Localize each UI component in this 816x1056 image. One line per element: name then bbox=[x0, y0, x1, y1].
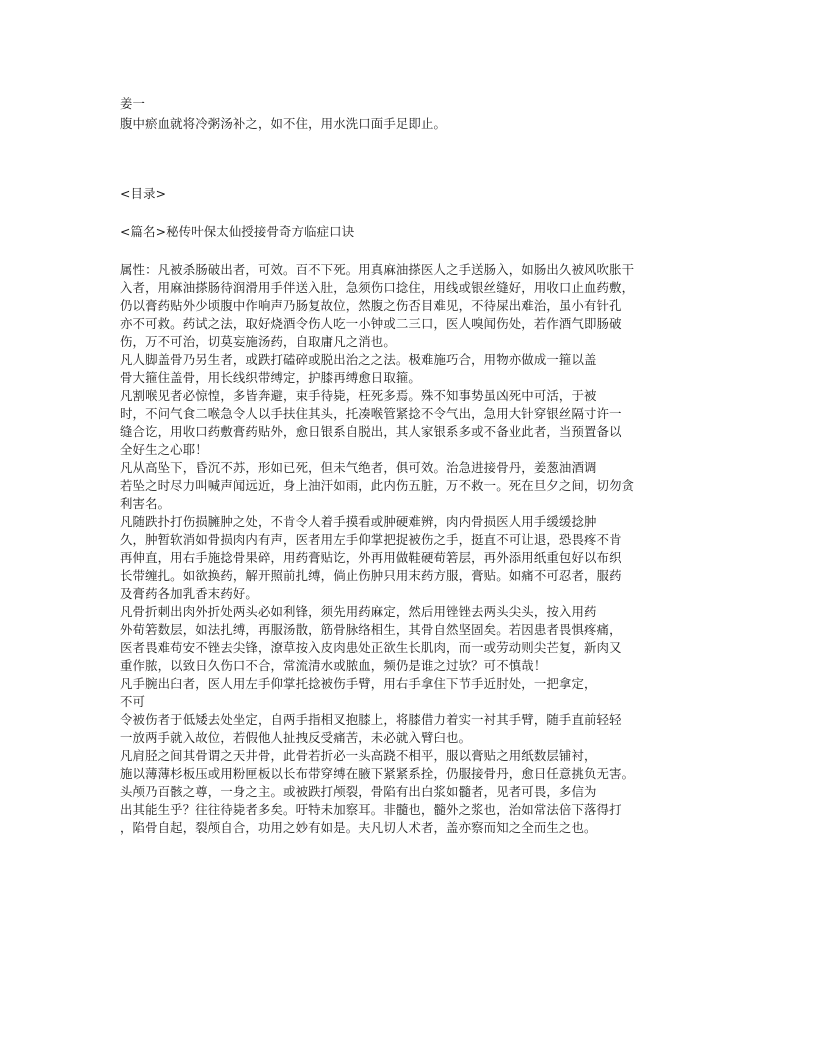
text-line: 伤，万不可治，切莫妄施汤药，自取庸凡之消也。 bbox=[120, 334, 396, 349]
text-line: 利害名。 bbox=[120, 496, 171, 511]
text-line: 医者畏难苟安不锉去尖锋，潦草按入皮肉患处正欲生长肌肉，而一或劳动则尖芒复，新肉又 bbox=[120, 640, 622, 655]
text-line: 属性：凡被杀肠破出者，可效。百不下死。用真麻油搽医人之手送肠入，如肠出久被风吹胀干 bbox=[120, 262, 635, 277]
text-line: 凡骨折刺出肉外折处两头必如利锋，须先用药麻定，然后用锉锉去两头尖头，按入用药 bbox=[120, 604, 597, 619]
text-line: 骨大箍住盖骨，用长线织带缚定，护膝再缚愈日取箍。 bbox=[120, 370, 421, 385]
text-line: 再伸直，用右手施捻骨果碎，用药膏贴讫，外再用做鞋硬荀箬层，再外添用纸重包好以布织 bbox=[120, 550, 622, 565]
text-line: 腹中瘀血就将冷粥汤补之，如不住，用水洗口面手足即止。 bbox=[120, 116, 447, 131]
text-line: 头颅乃百骸之尊，一身之主。或被跌打颅裂，骨陷有出白浆如髓者，见者可畏，多信为 bbox=[120, 784, 597, 799]
text-line: 出其能生乎？往往待毙者多矣。吁特未加察耳。非髓也，髓外之浆也，治如常法倍下落得打 bbox=[120, 802, 622, 817]
text-line: 久，肿暂软消如骨损肉内有声，医者用左手仰掌把捉被伤之手，挺直不可让退，恐畏疼不肯 bbox=[120, 532, 622, 547]
chapter-title: <篇名>秘传叶保太仙授接骨奇方临症口诀 bbox=[120, 224, 355, 239]
text-line: 仍以膏药贴外少顷腹中作响声乃肠复故位，然腹之伤否目难见，不待屎出难治，虽小有针孔 bbox=[120, 298, 622, 313]
text-line: 重作脓，以致日久伤口不合，常流清水或脓血，频仍是谁之过欤？可不慎哉！ bbox=[120, 658, 547, 673]
text-line: 令被伤者于低矮去处坐定，自两手指相叉抱膝上，将膝借力着实一衬其手臂，随手直前轻轻 bbox=[120, 712, 622, 727]
text-line: 施以薄薄杉板压或用粉匣板以长布带穿缚在腋下紧紧系拴，仍服接骨丹，愈日任意挑负无害。 bbox=[120, 766, 635, 781]
text-line: 凡随跌扑打伤损臃肿之处，不肯令人着手摸看或肿硬难辨，肉内骨损医人用手缓缓捻肿 bbox=[120, 514, 597, 529]
text-line: 凡手腕出臼者，医人用左手仰掌托捻被伤手臂，用右手拿住下节手近肘处，一把拿定， bbox=[120, 676, 597, 691]
text-line: 若坠之时尽力叫喊声闻远近，身上油汗如雨，此内伤五脏，万不救一。死在旦夕之间，切勿贪 bbox=[120, 478, 635, 493]
text-line: 外荀箬数层，如法扎缚，再服汤散，筋骨脉络相生，其骨自然坚固矣。若因患者畏惧疼痛， bbox=[120, 622, 622, 637]
text-line: 凡肩胫之间其骨谓之天井骨，此骨若折必一头高跷不相平，服以膏贴之用纸数层铺衬， bbox=[120, 748, 597, 763]
text-line: 姜一 bbox=[120, 96, 146, 111]
text-line: 亦不可救。药试之法，取好烧酒令伤人吃一小钟或二三口，医人嗅闻伤处，若作酒气即肠破 bbox=[120, 316, 622, 331]
text-line: 不可 bbox=[120, 694, 146, 709]
text-line: 凡割喉见者必惊惶，多皆奔避，束手待毙，枉死多焉。殊不知事势虽凶死中可活，于被 bbox=[120, 388, 597, 403]
text-line: 入者，用麻油搽肠待润滑用手伴送入肚，急须伤口捻住，用线或银丝缝好，用收口止血药敷， bbox=[120, 280, 635, 295]
text-line: ，陷骨自起，裂颅自合，功用之妙有如是。夫凡切人术者，盖亦察而知之全而生之也。 bbox=[120, 820, 597, 835]
section-heading-contents: <目录> bbox=[120, 186, 167, 201]
text-line: 缝合讫，用收口药敷膏药贴外，愈日银系自脱出，其人家银系多或不备业此者，当预置备以 bbox=[120, 424, 622, 439]
text-line: 凡从高坠下，昏沉不苏，形如已死，但未气绝者，俱可效。治急进接骨丹，姜葱油酒调 bbox=[120, 460, 597, 475]
text-line: 及膏药各加乳香末药好。 bbox=[120, 586, 258, 601]
text-line: 时，不问气食二喉急令人以手扶住其头，托凑喉管紧捻不令气出，急用大针穿银丝隔寸许一 bbox=[120, 406, 622, 421]
text-line: 一放两手就入故位，若假他人扯拽反受痛苦，未必就入臂臼也。 bbox=[120, 730, 472, 745]
text-line: 全好生之心耶！ bbox=[120, 442, 208, 457]
text-line: 凡人脚盖骨乃另生者，或跌打磕碎或脱出治之之法。极难施巧合，用物亦做成一箍以盖 bbox=[120, 352, 597, 367]
text-line: 长带缠扎。如欲换药，解开照前扎缚，倘止伤肿只用末药方服，膏贴。如痛不可忍者，服药 bbox=[120, 568, 622, 583]
